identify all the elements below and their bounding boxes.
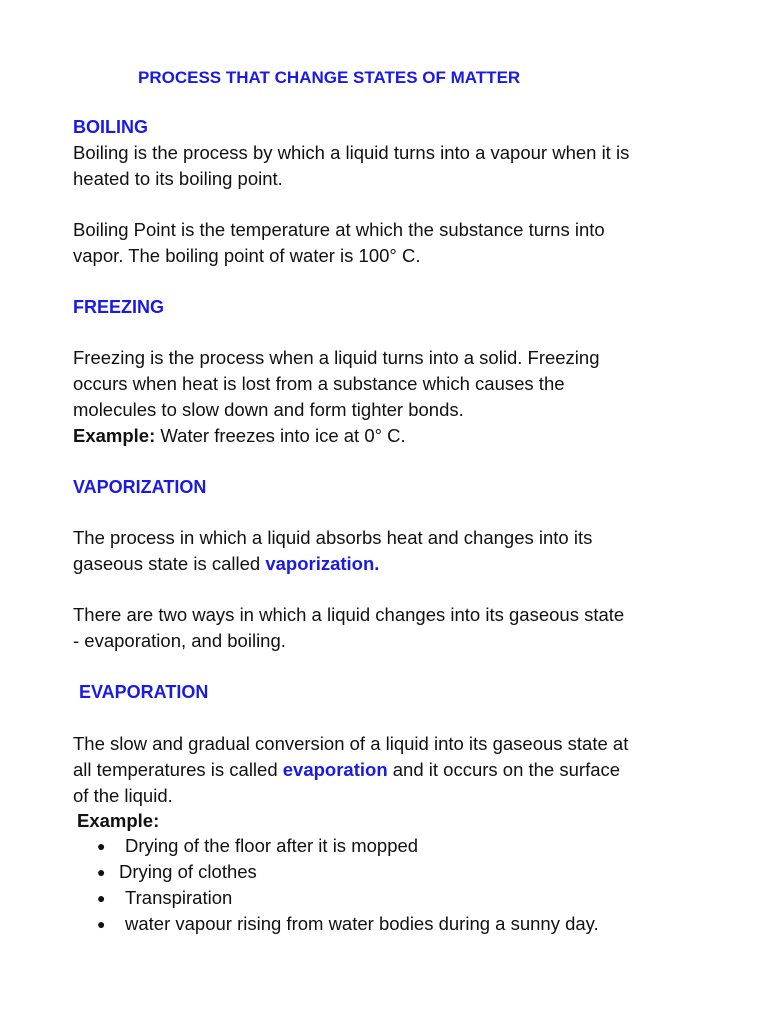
evaporation-paragraph-line: of the liquid.: [73, 785, 173, 806]
freezing-heading: FREEZING: [73, 297, 165, 317]
evaporation-paragraph-line: [73, 757, 620, 783]
boiling-point-paragraph-line: Boiling Point is the temperature at which the substance turns into: [73, 219, 605, 240]
bullet-icon: ●: [97, 890, 106, 906]
vaporization-term: vaporization.: [265, 553, 380, 574]
evaporation-example-label: Example:: [77, 810, 160, 831]
list-item: Drying of clothes: [119, 861, 257, 882]
evaporation-term: evaporation: [282, 759, 388, 780]
boiling-heading: BOILING: [73, 117, 148, 137]
bullet-icon: ●: [97, 916, 106, 932]
bullet-icon: ●: [97, 864, 106, 880]
freezing-example-line: [73, 423, 406, 449]
freezing-paragraph-line: occurs when heat is lost from a substance which causes the: [73, 373, 565, 394]
list-item: Transpiration: [125, 887, 233, 908]
freezing-example-text: Water freezes into ice at 0° C.: [155, 425, 406, 446]
vaporization-prefix: gaseous state is called: [73, 553, 266, 574]
evaporation-prefix: all temperatures is called: [73, 759, 283, 780]
boiling-paragraph-line: Boiling is the process by which a liquid turns into a vapour when it is: [73, 142, 630, 163]
freezing-example-label: Example:: [73, 425, 156, 446]
vaporization-ways-line: - evaporation, and boiling.: [73, 630, 286, 651]
freezing-paragraph-line: molecules to slow down and form tighter bonds.: [73, 399, 464, 420]
bullet-icon: ●: [97, 838, 106, 854]
vaporization-paragraph-line: [73, 551, 379, 577]
list-item: Drying of the floor after it is mopped: [125, 835, 419, 856]
vaporization-heading: VAPORIZATION: [73, 477, 207, 497]
evaporation-suffix: and it occurs on the surface: [387, 759, 621, 780]
boiling-point-paragraph-line: vapor. The boiling point of water is 100° C.: [73, 245, 421, 266]
vaporization-paragraph-line: The process in which a liquid absorbs heat and changes into its: [73, 527, 593, 548]
evaporation-paragraph-line: The slow and gradual conversion of a liquid into its gaseous state at: [73, 733, 629, 754]
freezing-paragraph-line: Freezing is the process when a liquid turns into a solid. Freezing: [73, 347, 600, 368]
boiling-paragraph-line: heated to its boiling point.: [73, 168, 283, 189]
list-item: water vapour rising from water bodies during a sunny day.: [125, 913, 599, 934]
evaporation-heading: EVAPORATION: [79, 682, 209, 702]
vaporization-ways-line: There are two ways in which a liquid changes into its gaseous state: [73, 604, 625, 625]
document-title: PROCESS THAT CHANGE STATES OF MATTER: [138, 68, 521, 87]
